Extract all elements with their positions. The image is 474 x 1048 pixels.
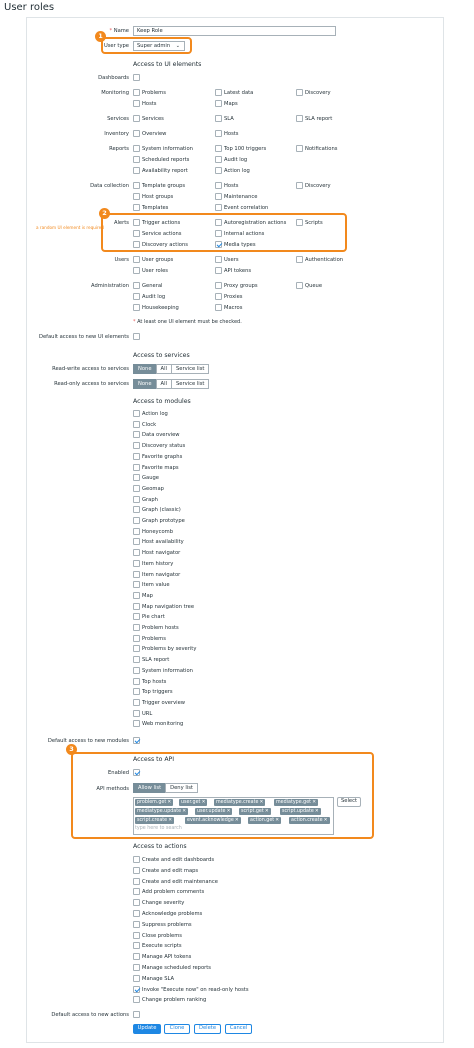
module-item-label: Geomap <box>142 485 164 492</box>
module-item-label: Top triggers <box>142 689 173 696</box>
remove-tag-icon[interactable]: ✕ <box>264 809 269 814</box>
module-item-label: Gauge <box>142 475 159 482</box>
inventory-hosts-checkbox[interactable] <box>215 130 222 137</box>
remove-tag-icon[interactable]: ✕ <box>314 809 319 814</box>
action-item-label: Manage scheduled reports <box>142 965 211 971</box>
dc-discovery-label: Discovery <box>305 183 331 189</box>
admin-housekeeping-checkbox[interactable] <box>133 304 140 311</box>
action-item-checkbox[interactable] <box>133 899 140 906</box>
api-methods-search-placeholder[interactable]: type here to search <box>135 826 182 831</box>
api-method-tag-label: mediatype.get <box>276 800 312 805</box>
reports-label: Reports <box>109 146 129 152</box>
users-api-tokens-label: API tokens <box>224 268 252 274</box>
read-only-services-segmented <box>134 379 209 389</box>
module-item-label: Map <box>142 592 153 599</box>
alerts-media-types-label: Media types <box>224 242 256 248</box>
module-item-checkbox[interactable] <box>133 720 140 727</box>
module-item-checkbox[interactable] <box>133 581 140 588</box>
module-item-checkbox[interactable] <box>133 635 140 642</box>
default-actions-access-checkbox[interactable] <box>133 1011 140 1018</box>
action-item-label: Create and edit maps <box>142 867 199 874</box>
module-item-label: Graph prototype <box>142 518 185 524</box>
module-item-label: Action log <box>142 411 168 417</box>
module-item-checkbox[interactable] <box>133 560 140 567</box>
default-modules-access-checkbox[interactable] <box>133 737 140 744</box>
reports-system-information-label: System information <box>142 146 193 152</box>
alerts-label: Alerts <box>113 220 129 226</box>
action-item-label: Acknowledge problems <box>142 911 203 917</box>
module-item-label: Favorite maps <box>142 464 179 471</box>
module-item-label: System information <box>142 667 193 674</box>
services-section-title: Access to services <box>133 352 190 359</box>
dc-templates-checkbox[interactable] <box>133 204 140 211</box>
remove-tag-icon[interactable]: ✕ <box>312 800 317 805</box>
remove-tag-icon[interactable]: ✕ <box>226 809 231 814</box>
dc-hosts-checkbox[interactable] <box>215 182 222 189</box>
module-item-label: Graph (classic) <box>142 507 181 514</box>
users-user-roles-label: User roles <box>142 268 169 274</box>
dc-template-groups-label: Template groups <box>142 183 186 189</box>
dc-event-correlation-checkbox[interactable] <box>215 204 222 211</box>
admin-proxies-checkbox[interactable] <box>215 293 222 300</box>
action-item-label: Close problems <box>142 932 182 939</box>
annotation-badge-1: 1 <box>95 31 106 42</box>
ui-section-title: Access to UI elements <box>133 61 202 68</box>
module-item-label: Web monitoring <box>142 721 184 728</box>
read-only-none-option[interactable]: None <box>133 379 157 389</box>
api-method-tag-label: script.update <box>282 809 314 814</box>
action-item-checkbox[interactable] <box>133 964 140 971</box>
api-section-title: Access to API <box>133 756 175 763</box>
annotation-box-3 <box>71 752 374 839</box>
users-user-roles-checkbox[interactable] <box>133 267 140 274</box>
module-item-checkbox[interactable] <box>133 496 140 503</box>
inventory-hosts-label: Hosts <box>224 131 239 137</box>
dc-event-correlation-label: Event correlation <box>224 205 269 211</box>
module-item-label: Trigger overview <box>142 699 186 706</box>
module-item-label: Item navigator <box>142 571 181 578</box>
users-authentication-label: Authentication <box>305 257 344 263</box>
reports-audit-log-checkbox[interactable] <box>215 156 222 163</box>
alerts-trigger-actions-label: Trigger actions <box>142 220 181 226</box>
module-item-checkbox[interactable] <box>133 474 140 481</box>
module-item-checkbox[interactable] <box>133 517 140 524</box>
services-services-label: Services <box>142 116 164 122</box>
monitoring-problems-label: Problems <box>142 90 166 96</box>
module-item-checkbox[interactable] <box>133 678 140 685</box>
api-enabled-label: Enabled <box>108 770 129 776</box>
users-authentication-checkbox[interactable] <box>296 256 303 263</box>
reports-system-information-checkbox[interactable] <box>133 145 140 152</box>
default-modules-access-label: Default access to new modules <box>47 738 129 744</box>
action-item-checkbox[interactable] <box>133 932 140 939</box>
module-item-label: SLA report <box>142 657 170 664</box>
dc-maintenance-checkbox[interactable] <box>215 193 222 200</box>
api-methods-select-button[interactable]: Select <box>337 797 361 807</box>
dc-host-groups-checkbox[interactable] <box>133 193 140 200</box>
admin-audit-log-label: Audit log <box>142 294 166 300</box>
api-method-tag-label: mediatype.create <box>216 800 259 805</box>
module-item-checkbox[interactable] <box>133 667 140 674</box>
module-item-label: Problem hosts <box>142 625 179 631</box>
dc-discovery-checkbox[interactable] <box>296 182 303 189</box>
dc-templates-label: Templates <box>142 205 169 211</box>
module-item-label: Map navigation tree <box>142 603 195 610</box>
action-item-label: Manage SLA <box>142 975 175 982</box>
admin-general-checkbox[interactable] <box>133 282 140 289</box>
read-write-services-segmented <box>134 364 209 374</box>
module-item-checkbox[interactable] <box>133 699 140 706</box>
api-method-tag-label: action.create <box>291 818 323 823</box>
read-only-services-label: Read-only access to services <box>54 381 129 387</box>
annotation-badge-2: 2 <box>99 208 110 219</box>
admin-audit-log-checkbox[interactable] <box>133 293 140 300</box>
module-item-checkbox[interactable] <box>133 410 140 417</box>
action-item-label: Manage API tokens <box>142 954 192 961</box>
action-item-label: Execute scripts <box>142 943 182 950</box>
api-method-tag-label: action.get <box>250 818 275 823</box>
api-method-tag-label: event.acknowledge <box>187 818 234 823</box>
admin-general-label: General <box>142 283 163 289</box>
inventory-overview-label: Overview <box>142 131 167 137</box>
monitoring-latest-data-checkbox[interactable] <box>215 89 222 96</box>
action-item-label: Create and edit maintenance <box>142 878 218 885</box>
api-method-tag-label: user.get <box>181 800 201 805</box>
action-item-label: Create and edit dashboards <box>142 857 215 863</box>
read-write-all-option[interactable]: All <box>156 364 172 374</box>
dc-template-groups-checkbox[interactable] <box>133 182 140 189</box>
default-ui-access-checkbox[interactable] <box>133 333 140 340</box>
admin-housekeeping-label: Housekeeping <box>142 305 179 311</box>
module-item-checkbox[interactable] <box>133 624 140 631</box>
services-sla-report-checkbox[interactable] <box>296 115 303 122</box>
module-item-checkbox[interactable] <box>133 688 140 695</box>
action-item-label: Change severity <box>142 900 185 907</box>
module-item-checkbox[interactable] <box>133 613 140 620</box>
admin-proxies-label: Proxies <box>224 294 243 300</box>
actions-section-title: Access to actions <box>133 843 187 850</box>
module-item-checkbox[interactable] <box>133 528 140 535</box>
module-item-label: Host navigator <box>142 550 181 557</box>
administration-label: Administration <box>91 283 129 289</box>
inventory-overview-checkbox[interactable] <box>133 130 140 137</box>
module-item-label: Problems by severity <box>142 646 197 653</box>
admin-queue-label: Queue <box>305 283 323 289</box>
action-item-checkbox[interactable] <box>133 888 140 895</box>
read-write-none-option[interactable]: None <box>133 364 157 374</box>
module-item-label: Item value <box>142 582 170 589</box>
module-item-checkbox[interactable] <box>133 485 140 492</box>
users-user-groups-checkbox[interactable] <box>133 256 140 263</box>
cancel-button[interactable]: Cancel <box>225 1024 252 1034</box>
module-item-label: Item history <box>142 560 174 567</box>
remove-tag-icon[interactable]: ✕ <box>182 809 187 814</box>
name-input[interactable]: Keep Role <box>133 26 336 36</box>
admin-proxy-groups-checkbox[interactable] <box>215 282 222 289</box>
action-item-checkbox[interactable] <box>133 975 140 982</box>
module-item-label: Clock <box>142 421 157 428</box>
monitoring-problems-checkbox[interactable] <box>133 89 140 96</box>
admin-macros-checkbox[interactable] <box>215 304 222 311</box>
annotation-box-2 <box>101 213 347 252</box>
action-item-label: Change problem ranking <box>142 997 207 1004</box>
module-item-label: Discovery status <box>142 443 186 450</box>
monitoring-label: Monitoring <box>101 90 129 96</box>
module-item-label: URL <box>142 710 153 717</box>
reports-top-100-triggers-label: Top 100 triggers <box>224 146 267 152</box>
monitoring-hosts-checkbox[interactable] <box>133 100 140 107</box>
default-ui-access-label: Default access to new UI elements <box>38 334 129 340</box>
action-item-checkbox[interactable] <box>133 867 140 874</box>
monitoring-maps-label: Maps <box>224 101 238 107</box>
update-button[interactable]: Update <box>133 1024 161 1034</box>
module-item-checkbox[interactable] <box>133 571 140 578</box>
module-item-label: Data overview <box>142 432 180 439</box>
admin-queue-checkbox[interactable] <box>296 282 303 289</box>
dashboards-label: Dashboards <box>98 75 129 81</box>
annotation-box-1 <box>101 37 192 54</box>
module-item-checkbox[interactable] <box>133 453 140 460</box>
module-item-checkbox[interactable] <box>133 431 140 438</box>
read-only-service-list-option[interactable]: Service list <box>171 379 209 389</box>
action-item-label: Suppress problems <box>142 921 192 928</box>
reports-audit-log-label: Audit log <box>224 157 248 163</box>
module-item-label: Host availability <box>142 539 184 546</box>
user-type-label: User type <box>103 43 129 49</box>
users-label: Users <box>114 257 129 263</box>
remove-tag-icon[interactable]: ✕ <box>259 800 264 805</box>
reports-scheduled-reports-label: Scheduled reports <box>142 157 190 163</box>
module-item-checkbox[interactable] <box>133 645 140 652</box>
module-item-checkbox[interactable] <box>133 549 140 556</box>
dc-host-groups-label: Host groups <box>142 194 174 200</box>
users-user-groups-label: User groups <box>142 257 174 263</box>
module-item-checkbox[interactable] <box>133 464 140 471</box>
module-item-checkbox[interactable] <box>133 442 140 449</box>
users-users-checkbox[interactable] <box>215 256 222 263</box>
read-write-service-list-option[interactable]: Service list <box>171 364 209 374</box>
read-write-services-label: Read-write access to services <box>52 366 129 372</box>
action-item-checkbox[interactable] <box>133 856 140 863</box>
action-item-checkbox[interactable] <box>133 878 140 885</box>
module-item-label: Honeycomb <box>142 528 173 535</box>
action-item-checkbox[interactable] <box>133 942 140 949</box>
admin-proxy-groups-label: Proxy groups <box>224 283 258 289</box>
annotation-note-2: a random UI element is required <box>36 225 104 230</box>
monitoring-hosts-label: Hosts <box>142 101 157 107</box>
dc-hosts-label: Hosts <box>224 183 239 189</box>
alerts-scripts-label: Scripts <box>305 220 323 226</box>
services-sla-checkbox[interactable] <box>215 115 222 122</box>
clone-button[interactable]: Clone <box>164 1024 190 1034</box>
services-sla-label: SLA <box>224 116 234 122</box>
ui-warning-note: * At least one UI element must be checked. <box>133 319 242 325</box>
api-method-tag-label: script.create <box>137 818 168 823</box>
services-label: Services <box>107 116 129 122</box>
module-item-checkbox[interactable] <box>133 710 140 717</box>
action-item-label: Add problem comments <box>142 889 205 896</box>
dc-maintenance-label: Maintenance <box>224 194 258 200</box>
reports-notifications-checkbox[interactable] <box>296 145 303 152</box>
reports-action-log-label: Action log <box>224 168 250 174</box>
reports-action-log-checkbox[interactable] <box>215 167 222 174</box>
remove-tag-icon[interactable]: ✕ <box>167 800 172 805</box>
alerts-service-actions-label: Service actions <box>142 231 182 237</box>
api-methods-label: API methods <box>96 786 129 792</box>
alerts-discovery-actions-label: Discovery actions <box>142 242 188 248</box>
chevron-down-icon: ⌄ <box>175 43 180 49</box>
action-item-checkbox[interactable] <box>133 953 140 960</box>
services-services-checkbox[interactable] <box>133 115 140 122</box>
delete-button[interactable]: Delete <box>194 1024 221 1034</box>
module-item-label: Problems <box>142 635 166 642</box>
api-method-tag-label: problem.get <box>137 800 167 805</box>
remove-tag-icon[interactable]: ✕ <box>234 818 239 823</box>
action-item-checkbox[interactable] <box>133 910 140 917</box>
reports-notifications-label: Notifications <box>305 146 338 152</box>
module-item-checkbox[interactable] <box>133 506 140 513</box>
remove-tag-icon[interactable]: ✕ <box>168 818 173 823</box>
api-deny-list-option[interactable]: Deny list <box>165 783 198 793</box>
monitoring-latest-data-label: Latest data <box>224 90 254 96</box>
api-allow-list-option[interactable]: Allow list <box>133 783 166 793</box>
api-method-tag-label: mediatype.update <box>137 809 182 814</box>
module-item-checkbox[interactable] <box>133 656 140 663</box>
module-item-label: Top hosts <box>142 678 167 685</box>
module-item-label: Graph <box>142 496 158 503</box>
data-collection-label: Data collection <box>90 183 129 189</box>
api-method-tag-label: user.update <box>197 809 226 814</box>
monitoring-discovery-label: Discovery <box>305 90 331 96</box>
inventory-label: Inventory <box>104 131 129 137</box>
reports-top-100-triggers-checkbox[interactable] <box>215 145 222 152</box>
users-api-tokens-checkbox[interactable] <box>215 267 222 274</box>
users-users-label: Users <box>224 257 239 263</box>
monitoring-maps-checkbox[interactable] <box>215 100 222 107</box>
remove-tag-icon[interactable]: ✕ <box>323 818 328 823</box>
remove-tag-icon[interactable]: ✕ <box>275 818 280 823</box>
user-type-select[interactable]: Super admin ⌄ <box>133 41 185 51</box>
action-item-label: Invoke "Execute now" on read-only hosts <box>142 986 249 993</box>
module-item-label: Favorite graphs <box>142 453 183 460</box>
module-item-checkbox[interactable] <box>133 538 140 545</box>
module-item-checkbox[interactable] <box>133 603 140 610</box>
reports-scheduled-reports-checkbox[interactable] <box>133 156 140 163</box>
dashboards-checkbox[interactable] <box>133 74 140 81</box>
modules-section-title: Access to modules <box>133 398 191 405</box>
action-item-checkbox[interactable] <box>133 996 140 1003</box>
alerts-internal-actions-label: Internal actions <box>224 231 265 237</box>
annotation-badge-3: 3 <box>66 744 77 755</box>
name-label: * Name <box>109 28 129 34</box>
action-item-checkbox[interactable] <box>133 986 140 993</box>
module-item-checkbox[interactable] <box>133 421 140 428</box>
reports-availability-report-checkbox[interactable] <box>133 167 140 174</box>
read-only-all-option[interactable]: All <box>156 379 172 389</box>
remove-tag-icon[interactable]: ✕ <box>201 800 206 805</box>
reports-availability-report-label: Availability report <box>142 168 188 174</box>
page-title: User roles <box>4 2 55 13</box>
alerts-autoregistration-actions-label: Autoregistration actions <box>224 220 287 226</box>
monitoring-discovery-checkbox[interactable] <box>296 89 303 96</box>
default-actions-access-label: Default access to new actions <box>51 1012 129 1018</box>
services-sla-report-label: SLA report <box>305 116 333 122</box>
module-item-label: Pie chart <box>142 614 165 621</box>
module-item-checkbox[interactable] <box>133 592 140 599</box>
api-method-tag-label: script.get <box>241 809 264 814</box>
admin-macros-label: Macros <box>224 305 243 311</box>
action-item-checkbox[interactable] <box>133 921 140 928</box>
